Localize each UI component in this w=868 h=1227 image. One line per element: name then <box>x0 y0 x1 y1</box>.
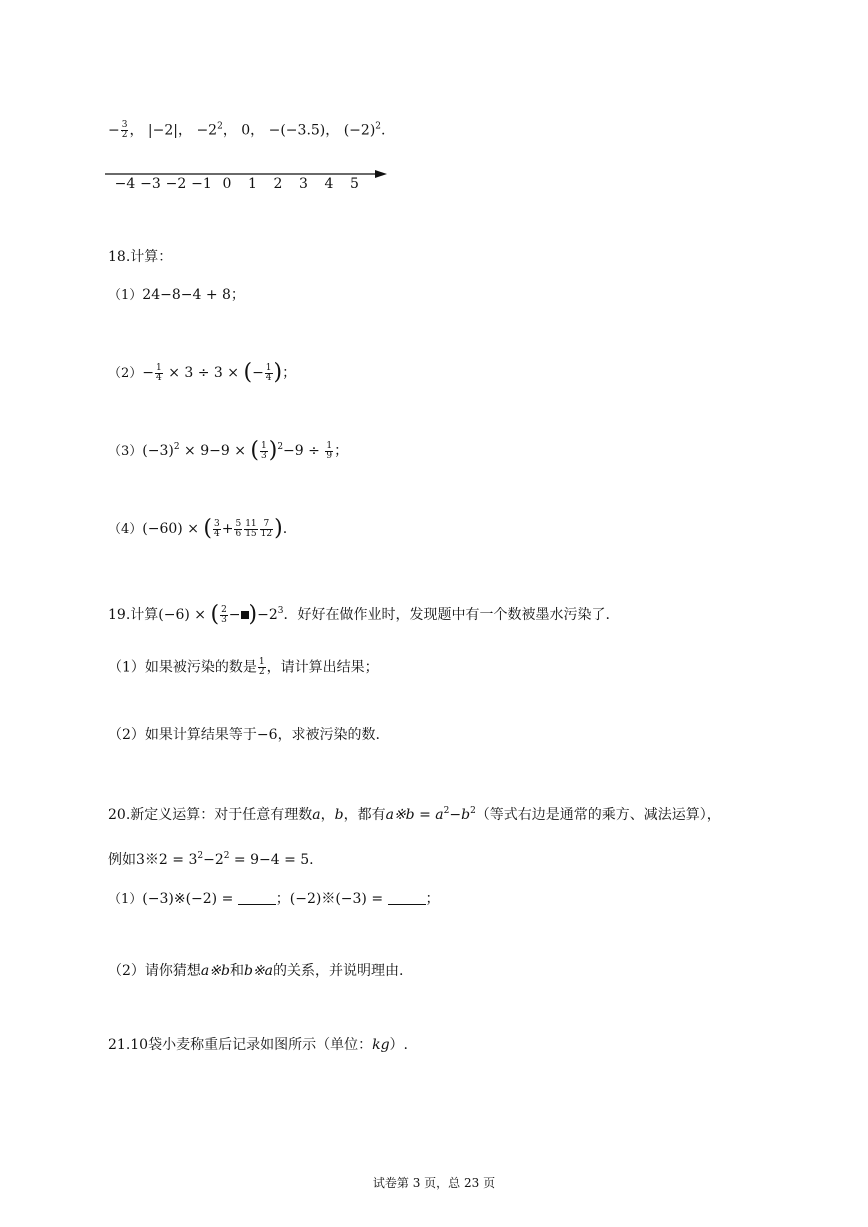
number-line-tick-label: 3 <box>299 176 308 192</box>
q19-part2: （2）如果计算结果等于−6，求被污染的数. <box>108 727 381 743</box>
q18-part1: （1）24−8−4 + 8； <box>108 287 245 303</box>
q21-stem: 21.10袋小麦称重后记录如图所示（单位：kg）. <box>108 1037 408 1053</box>
answer-blank-1[interactable] <box>238 904 276 905</box>
q18-part3: $(3)(-3)^2 \times 9-9$ × ( $\frac{1}{3}$ )$^2$−9 ÷ $\frac{1}{9}$ ； <box>108 438 349 463</box>
q20-stem: 20.新定义运算：对于任意有理数a，b，都有a※b = $a^2-b^2$（等式右边是通常的乘方、减法运算）， <box>108 806 721 823</box>
number-line-tick-label: 5 <box>350 176 359 192</box>
ink-blot-icon <box>241 611 249 619</box>
fraction-three-halves: $\frac{3}{2}$ <box>121 120 128 140</box>
q20-example: 例如3※2 = $3^2-2^2 = 9-4 = 5$. <box>108 851 314 868</box>
number-line-tick-label: −4 <box>114 176 136 192</box>
q18-part4: （4）(−60) × ( $\frac{3}{4}$ + $\frac{5}{6}$ $\frac{11}{15}$ $\frac{7}{12}$ ). <box>108 516 288 541</box>
number-line-tick-label: 1 <box>248 176 257 192</box>
number-list: − $\frac{3}{2}$ ， |−2|， $-2^2$， 0， −(−3.5)， $(-2)^2$. <box>108 120 386 140</box>
number-line-tick-label: −3 <box>140 176 161 192</box>
page-footer: 试卷第 3 页，总 23 页 <box>372 1176 496 1190</box>
number-line <box>105 166 395 200</box>
number-line-tick-label: −1 <box>191 176 212 192</box>
answer-blank-2[interactable] <box>388 904 426 905</box>
number-line-tick-label: 2 <box>273 176 283 192</box>
number-line-tick-label: 0 <box>222 176 232 192</box>
q20-part1: （1）(−3)※(−2) = ；(−2)※(−3) = ； <box>108 891 440 907</box>
q18-part2: （2）− $\frac{1}{4}$ × 3 ÷ 3 × (− $\frac{1}{4}$ )； <box>108 360 297 385</box>
number-line-tick-label: −2 <box>165 176 187 192</box>
q18-title: 18.计算： <box>108 249 173 265</box>
q20-part2: （2）请你猜想a※b和b※a的关系，并说明理由. <box>108 963 404 979</box>
q19-part1: （1）如果被污染的数是 $\frac{1}{2}$ ，请计算出结果； <box>108 657 379 677</box>
q19-stem: 19.计算(−6) × ( $\frac{2}{3}$ − )$-2^3$．好好在做作业时，发现题中有一个数被墨水污染了. <box>108 602 610 627</box>
number-line-tick-label: 4 <box>324 176 334 192</box>
